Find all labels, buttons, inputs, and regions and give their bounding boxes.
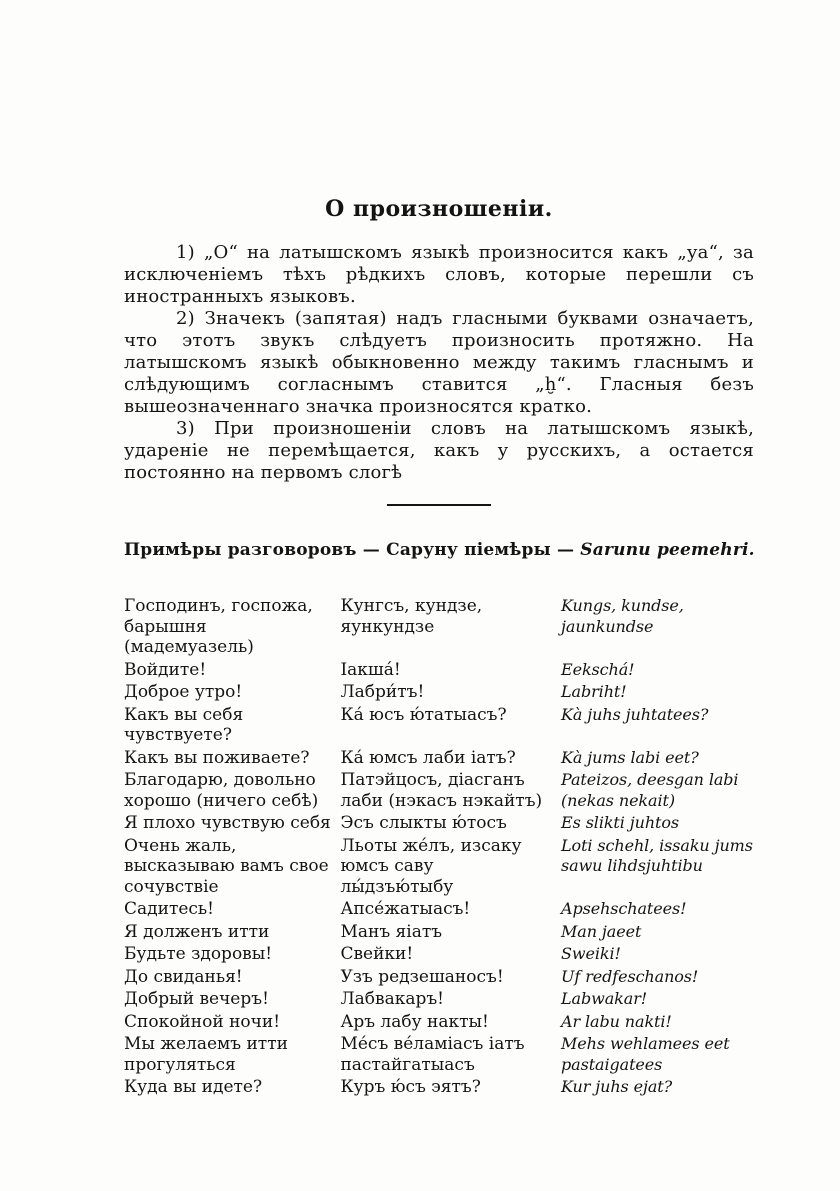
phrase-russian: Какъ вы себя чувствуете? — [124, 704, 244, 745]
phrase-latvian-fraktur: Apsehschatees! — [561, 899, 687, 918]
phrase-russian: Войдите! — [124, 659, 207, 680]
phrase-russian: До свиданья! — [124, 966, 243, 987]
phrase-russian: Садитесь! — [124, 899, 215, 919]
phrase-latvian-fraktur: Pateizos, deesgan labi (nekas nekait) — [561, 770, 739, 810]
phrase-russian: Будьте здоровы! — [124, 944, 273, 964]
phrase-latvian-fraktur: Labwakar! — [561, 989, 648, 1008]
table-row — [124, 989, 754, 1012]
table-row — [124, 705, 754, 748]
phrase-russian: Очень жаль, высказываю вамъ свое сочувствіе — [124, 835, 329, 897]
phrase-latvian-fraktur: Ar labu nakti! — [561, 1011, 672, 1031]
phrase-latvian-cyrillic: Лабвакаръ! — [340, 989, 445, 1009]
phrase-russian: Куда вы идете? — [124, 1077, 263, 1097]
table-row — [124, 748, 754, 771]
phrase-russian: Господинъ, госпожа, барышня (мадемуазель) — [124, 596, 313, 657]
phrase-table — [124, 596, 754, 1100]
phrase-latvian-cyrillic: Куръ ю́съ эятъ? — [340, 1077, 481, 1097]
divider — [387, 504, 491, 506]
phrase-latvian-cyrillic: Эсъ слыкты ю́тосъ — [340, 813, 507, 833]
phrase-russian: Спокойной ночи! — [124, 1011, 281, 1032]
examples-heading-ru: Примѣры разговоровъ — [124, 540, 357, 560]
page — [124, 196, 754, 1100]
table-row — [124, 1034, 754, 1077]
page-title: О произношеніи. — [325, 196, 553, 222]
phrase-latvian-cyrillic: Патэйцосъ, діасганъ лаби (нэкасъ нэкайтъ) — [340, 770, 543, 811]
phrase-latvian-fraktur: Kungs, kundse, jaunkundse — [561, 596, 684, 636]
table-row — [124, 836, 754, 900]
phrase-latvian-cyrillic: Лабри́тъ! — [340, 682, 425, 702]
phrase-latvian-cyrillic: Манъ яіатъ — [340, 921, 443, 942]
paragraph-2: 2) Значекъ (запятая) надъ гласными буквами означаетъ, что этотъ звукъ слѣдуетъ произносить протяжно. На латышскомъ языкѣ обыкновенно между такимъ гласнымъ и слѣдующимъ согласнымъ ставится „ḫ“. Гласныя безъ вышеозначеннаго значка произносятся кратко. — [124, 308, 754, 417]
phrase-latvian-fraktur: Mehs wehlamees eet pastaigatees — [561, 1034, 730, 1074]
phrase-latvian-fraktur: Sweiki! — [561, 944, 621, 963]
phrase-latvian-fraktur: Kur juhs ejat? — [561, 1077, 673, 1096]
phrase-latvian-fraktur: Eekschá! — [561, 659, 635, 679]
phrase-russian: Я плохо чувствую себя — [124, 813, 331, 833]
phrase-latvian-cyrillic: Узъ редзешаносъ! — [340, 966, 504, 987]
phrase-latvian-cyrillic: Ка́ юмсъ лаби іатъ? — [340, 747, 516, 768]
phrase-latvian-fraktur: Kà juhs juhtatees? — [561, 704, 709, 724]
heading-dash-1: — — [362, 540, 387, 560]
phrase-russian: Я долженъ итти — [124, 921, 270, 942]
table-row — [124, 660, 754, 683]
table-row — [124, 922, 754, 945]
phrase-latvian-cyrillic: Льоты же́лъ, изсаку юмсъ саву лы́дзъю́тыбу — [340, 835, 522, 897]
phrase-latvian-cyrillic: Свейки! — [340, 944, 414, 964]
paragraph-3: 3) При произношеніи словъ на латышскомъ языкѣ, удареніе не перемѣщается, какъ у русскихъ, а остается постоянно на первомъ слогѣ — [124, 418, 754, 483]
phrase-latvian-cyrillic: Ка́ юсъ ю́татыасъ? — [340, 704, 507, 725]
phrase-russian: Доброе утро! — [124, 682, 243, 702]
phrase-russian: Благодарю, довольно хорошо (ничего себѣ) — [124, 770, 319, 811]
phrase-latvian-cyrillic: Кунгсъ, кундзе, яункундзе — [340, 596, 483, 637]
paragraph-1: 1) „О“ на латышскомъ языкѣ произносится какъ „уа“, за исключеніемъ тѣхъ рѣдкихъ словъ, которые перешли съ иностранныхъ языковъ. — [124, 242, 754, 307]
phrase-latvian-cyrillic: Ме́съ ве́ламіасъ іатъ пастайгатыасъ — [340, 1034, 525, 1075]
phrase-russian: Добрый вечеръ! — [124, 989, 269, 1009]
phrase-latvian-fraktur: Labriht! — [561, 682, 627, 701]
table-row — [124, 944, 754, 967]
phrase-russian: Какъ вы поживаете? — [124, 747, 310, 768]
phrase-latvian-cyrillic: Апсе́жатыасъ! — [340, 899, 471, 919]
phrase-latvian-fraktur: Es slikti juhtos — [561, 813, 680, 832]
table-row — [124, 596, 754, 660]
table-row — [124, 1012, 754, 1035]
table-row — [124, 770, 754, 813]
phrase-latvian-cyrillic: Іакшá! — [340, 659, 401, 680]
phrase-latvian-fraktur: Uf redfeschanos! — [561, 966, 699, 986]
examples-heading-lv-frak: Sarunu peemehri. — [580, 540, 755, 560]
phrase-latvian-fraktur: Kà jums labi eet? — [561, 747, 699, 767]
heading-dash-2: — — [556, 540, 581, 560]
phrase-russian: Мы желаемъ итти прогуляться — [124, 1034, 288, 1075]
examples-heading — [124, 540, 754, 560]
table-row — [124, 899, 754, 922]
phrase-latvian-fraktur: Loti schehl, issaku jums sawu lihdsjuhtibu — [561, 835, 753, 875]
table-row — [124, 1077, 754, 1100]
examples-heading-lv-cyr: Саруну піемѣры — [386, 540, 551, 560]
phrase-latvian-cyrillic: Аръ лабу накты! — [340, 1011, 489, 1032]
table-row — [124, 967, 754, 990]
table-row — [124, 682, 754, 705]
phrase-latvian-fraktur: Man jaeet — [561, 921, 642, 941]
table-row — [124, 813, 754, 836]
